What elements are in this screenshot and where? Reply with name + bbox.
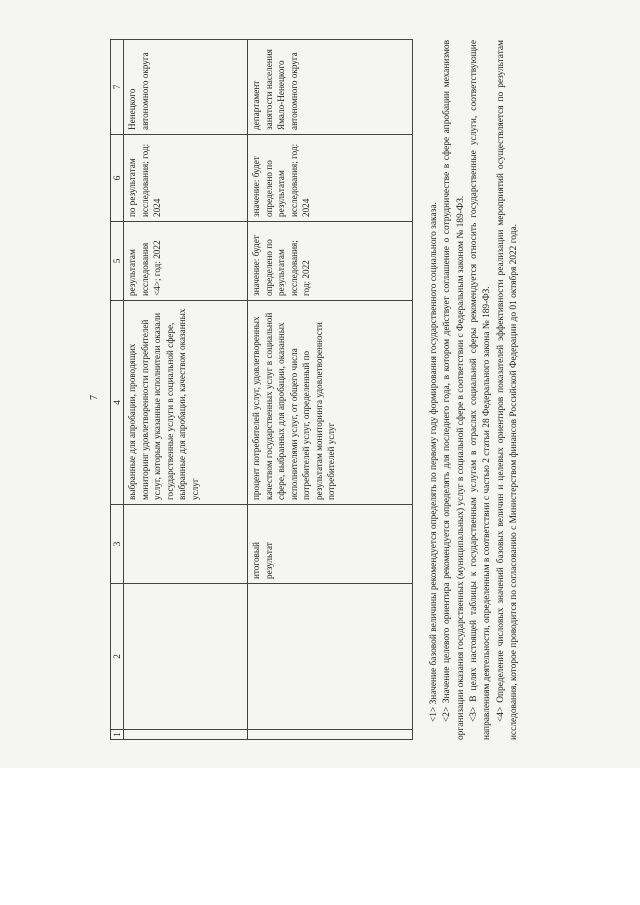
rotated-document-page [84, 40, 564, 740]
table-cell: значение: будет определено по результатам исследования; год: 2022 [248, 222, 413, 301]
table-header-cell: 4 [111, 301, 124, 505]
table-row [124, 40, 248, 740]
indicators-table [110, 39, 413, 740]
footnote: <4> Определение числовых значений базовых величин и целевых ориентиров показателей эффективности реализации мероприятий осуществляется по результатам исследования, которое проводится по согласованию с Министерством финансов Российской Федерации до 01 октября 2022 года. [495, 40, 520, 740]
footnotes [428, 40, 521, 740]
table-cell [124, 505, 248, 584]
table-cell: итоговый результат [248, 505, 413, 584]
table-row [248, 40, 413, 740]
table-cell [248, 730, 413, 740]
table-cell: результатам исследования <4>; год: 2022 [124, 222, 248, 301]
page-number: 7 [89, 395, 100, 400]
table-cell: по результатам исследования; год: 2024 [124, 135, 248, 222]
table-header-cell: 7 [111, 40, 124, 135]
blank-margin [0, 768, 640, 905]
table-header-cell: 3 [111, 505, 124, 584]
table-header-cell: 5 [111, 222, 124, 301]
footnote: <3> В целях настоящей таблицы к государственным услугам в отраслях социальной сферы рекомендуется относить государственные услуги, соответствующие направлениям деятельности, определенным в соответствии с частью 2 статьи 28 Федерального закона № 189-ФЗ. [469, 40, 493, 740]
table-cell: Ненецкого автономного округа [124, 40, 248, 135]
table-header-cell: 2 [111, 584, 124, 730]
table-header-row [111, 40, 124, 740]
table-header-cell: 6 [111, 135, 124, 222]
footnote: <2> Значение целевого ориентира рекомендуется определять для последнего года, в котором действует соглашение о сотрудничестве в сфере апробации механизмов организации оказания государственных (муниципальных) услуг в социальной сфере в соответствии с Федеральным законом № 189-ФЗ. [442, 40, 466, 740]
table-cell [124, 730, 248, 740]
table-cell: процент потребителей услуг, удовлетворенных качеством государственных услуг в социальной сфере, выбранных для апробации, оказанных исполнителями услуг, от общего числа потребителей услуг, определенный по результатам мониторинга удовлетворенности потребителей услуг [248, 301, 413, 505]
footnote: <1> Значение базовой величины рекомендуется определять по первому году формирования государственного социального заказа. [429, 202, 439, 722]
table-cell: выбранные для апробации, проводящих мониторинг удовлетворенности потребителей услуг, которым указанные исполнители оказали государственные услуги в социальной сфере, выбранные для апробации, качеством оказанных услуг [124, 301, 248, 505]
table-cell [248, 584, 413, 730]
table-cell: департамент занятости населения Ямало-Ненецкого автономного округа [248, 40, 413, 135]
table-header-cell: 1 [111, 730, 124, 740]
table-cell: значение: будет определено по результатам исследования; год: 2024 [248, 135, 413, 222]
table-cell [124, 584, 248, 730]
